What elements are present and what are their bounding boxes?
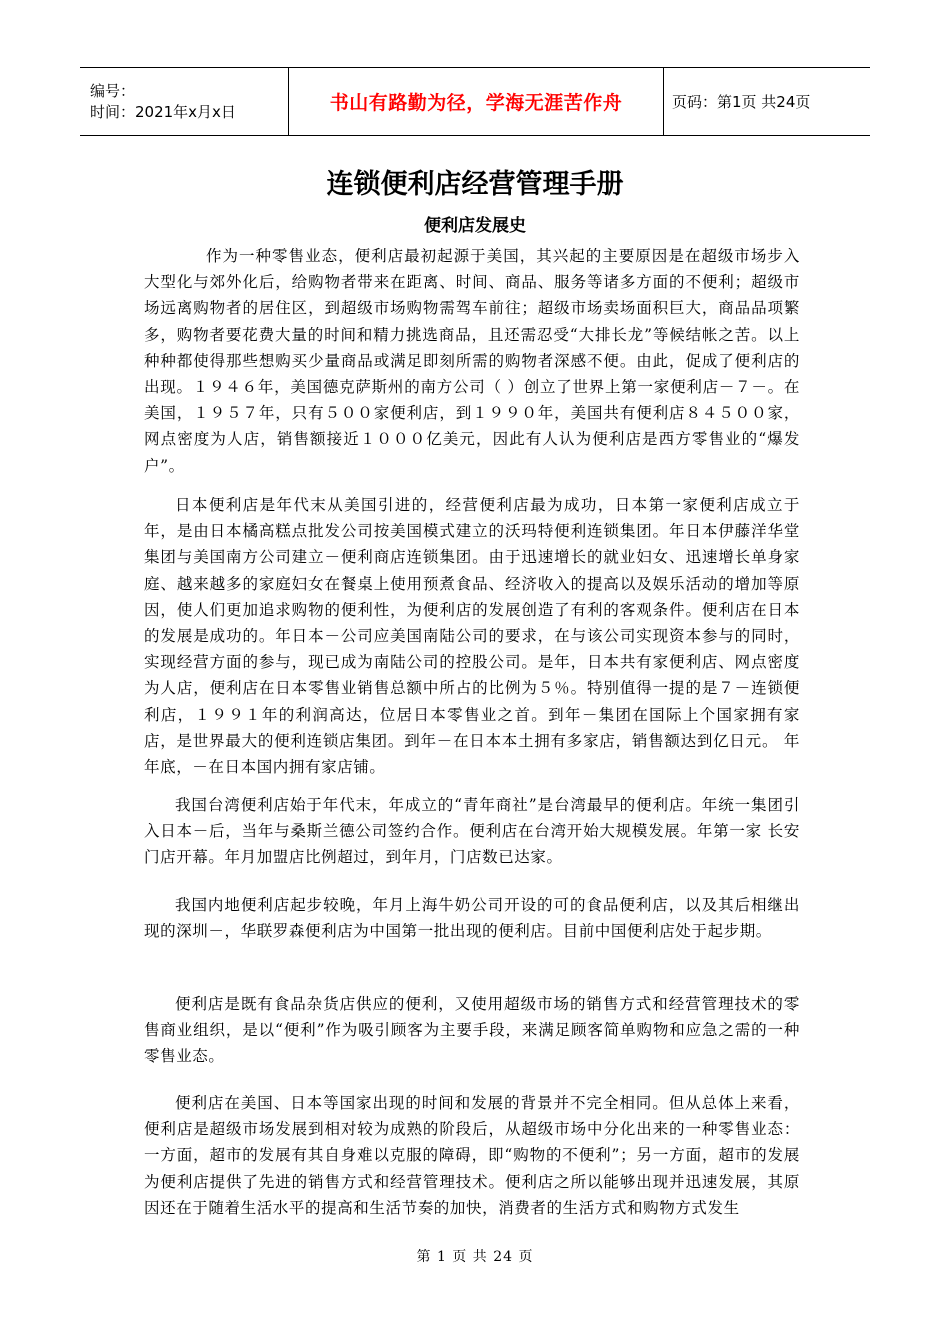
header-page-info: 页码：第1页 共24页: [664, 68, 871, 136]
paragraph-taiwan: 我国台湾便利店始于年代末，年成立的“青年商社”是台湾最早的便利店。年统一集团引入日本－后，当年与桑斯兰德公司签约合作。便利店在台湾开始大规模发展。年第一家 长安门店开幕。年月加盟店比例超过，到年月，门店数已达家。: [144, 796, 800, 867]
header-motto: 书山有路勤为径，学海无涯苦作舟: [289, 68, 664, 136]
document-header: [80, 67, 870, 136]
number-label: 编号：: [90, 81, 136, 100]
paragraph-mainland: 我国内地便利店起步较晚，年月上海牛奶公司开设的可的食品便利店，以及其后相继出现的深圳－，华联罗森便利店为中国第一批出现的便利店。目前中国便利店处于起步期。: [144, 896, 800, 941]
paragraph-us-origin: 作为一种零售业态，便利店最初起源于美国，其兴起的主要原因是在超级市场步入大型化与郊外化后，给购物者带来在距离、时间、商品、服务等诸多方面的不便利；超级市场远离购物者的居住区，到超级市场购物需驾车前往；超级市场卖场面积巨大，商品品项繁多，购物者要花费大量的时间和精力挑选商品，且还需忍受“大排长龙”等候结帐之苦。以上种种都使得那些想购买少量商品或满足即刻所需的购物者深感不便。由此，促成了便利店的出现。１９４６年，美国德克萨斯州的南方公司（ ）创立了世界上第一家便利店－７－。在美国，１９５７年，只有５００家便利店，到１９９０年，美国共有便利店８４５００家，网点密度为人店，销售额接近１０００亿美元，因此有人认为便利店是西方零售业的“爆发户”。: [144, 247, 800, 475]
paragraph-definition: 便利店是既有食品杂货店供应的便利，又使用超级市场的销售方式和经营管理技术的零售商业组织，是以“便利”作为吸引顾客为主要手段，来满足顾客简单购物和应急之需的一种零售业态。: [144, 995, 800, 1066]
paragraph-background: 便利店在美国、日本等国家出现的时间和发展的背景并不完全相同。但从总体上来看，便利店是超级市场发展到相对较为成熟的阶段后，从超级市场中分化出来的一种零售业态：一方面，超市的发展有其自身难以克服的障碍，即“购物的不便利”；另一方面，超市的发展为便利店提供了先进的销售方式和经营管理技术。便利店之所以能够出现并迅速发展，其原因还在于随着生活水平的提高和生活节奏的加快，消费者的生活方式和购物方式发生: [144, 1094, 800, 1217]
paragraph-japan: 日本便利店是年代末从美国引进的，经营便利店最为成功，日本第一家便利店成立于年，是由日本橘高糕点批发公司按美国模式建立的沃玛特便利连锁集团。年日本伊藤洋华堂集团与美国南方公司建立－便利商店连锁集团。由于迅速增长的就业妇女、迅速增长单身家庭、越来越多的家庭妇女在餐桌上使用预煮食品、经济收入的提高以及娱乐活动的增加等原因，使人们更加追求购物的便利性，为便利店的发展创造了有利的客观条件。便利店在日本的发展是成功的。年日本－公司应美国南陆公司的要求，在与该公司实现资本参与的同时，实现经营方面的参与，现已成为南陆公司的控股公司。是年，日本共有家便利店、网点密度为人店，便利店在日本零售业销售总额中所占的比例为５％。特别值得一提的是７－连锁便利店，１９９１年的利润高达，位居日本零售业之首。到年－集团在国际上个国家拥有家店，是世界最大的便利连锁店集团。到年－在日本本土拥有多家店，销售额达到亿日元。 年年底，－在日本国内拥有家店铺。: [144, 496, 800, 777]
time-label: 时间：2021年x月x日: [90, 102, 236, 121]
section-title: 便利店发展史: [424, 216, 526, 236]
header-meta: [80, 68, 289, 136]
page-footer: 第 1 页 共 24 页: [416, 1249, 534, 1265]
document-title: 连锁便利店经营管理手册: [326, 169, 624, 200]
